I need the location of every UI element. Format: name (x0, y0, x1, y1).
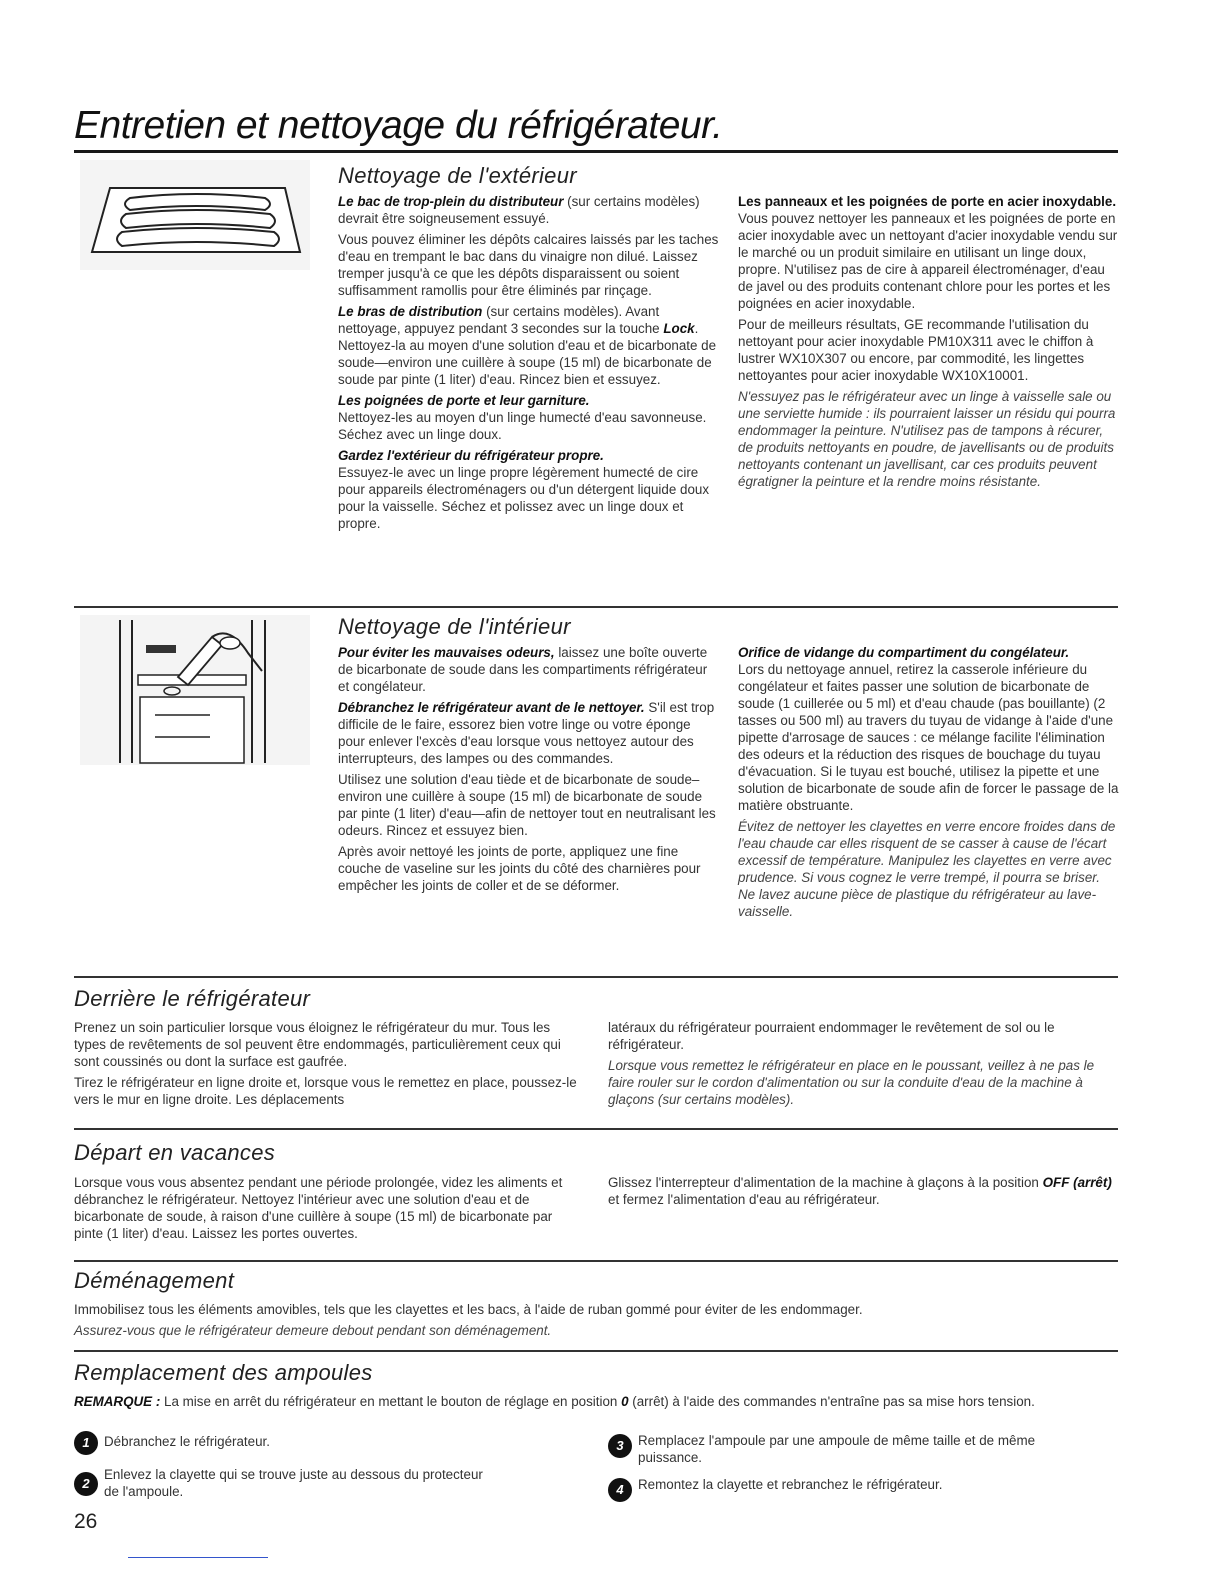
section-rule (74, 606, 1118, 608)
demenagement-column (74, 1301, 1118, 1343)
derriere-right-column (608, 1019, 1118, 1112)
paragraph-derriere-2: Tirez le réfrigérateur en ligne droite et, lorsque vous le remettez en place, poussez-le vers le mur en ligne droite. Les déplacements (74, 1075, 577, 1107)
section-rule (74, 1128, 1118, 1130)
paragraph-joints: Après avoir nettoyé les joints de porte, appliquez une fine couche de vaseline sur les joints du côté des charnières pour empêcher les joints de coller et de se déformer. (338, 844, 701, 893)
interieur-left-column (338, 644, 720, 898)
overflow-tray-illustration (80, 160, 310, 270)
step-text: Enlevez la clayette qui se trouve juste au dessous du protecteur de l'ampoule. (104, 1467, 483, 1499)
paragraph-demenagement: Immobilisez tous les éléments amovibles, tels que les clayettes et les bacs, à l'aide de ruban gommé pour éviter de les endommager. (74, 1302, 863, 1317)
section-rule (74, 1350, 1118, 1352)
page-title: Entretien et nettoyage du réfrigérateur. (74, 104, 723, 147)
section-rule (74, 1260, 1118, 1262)
paragraph-vacances-2: Glissez l'interrepteur d'alimentation de la machine à glaçons à la position OFF (arrêt) et fermez l'alimentation d'eau au réfrigérateur. (608, 1175, 1112, 1207)
warning-demenagement: Assurez-vous que le réfrigérateur demeure debout pendant son déménagement. (74, 1323, 552, 1338)
paragraph-orifice: Orifice de vidange du compartiment du congélateur. Lors du nettoyage annuel, retirez la casserole inférieure du congélateur et faites passer une solution de bicarbonate de soude (1 cuillerée ou 5 ml) et d'eau chaude (pas bouillante) (2 tasses ou 500 ml) au travers du tuyau de vidange à l'aide d'une pipette d'arrosage de sauces : ce mélange facilite l'élimination des odeurs et la réduction des risques de bouchage du tuyau d'évacuation. Si le tuyau est bouché, utilisez la pipette et une solution de bicarbonate de soude afin de forcer le passage de la matière obstruante. (738, 645, 1119, 813)
step-number-icon: 3 (608, 1434, 632, 1458)
step-4 (608, 1476, 1108, 1502)
step-text: Remontez la clayette et rebranchez le réfrigérateur. (638, 1477, 943, 1492)
footer-line (128, 1557, 268, 1558)
paragraph-derriere-1: Prenez un soin particulier lorsque vous éloignez le réfrigérateur du mur. Tous les types de revêtements de sol peuvent être endommagés, particulièrement ceux qui sont coussinés ou dont la surface est gaufrée. (74, 1020, 561, 1069)
section-heading-ampoules: Remplacement des ampoules (74, 1360, 373, 1385)
paragraph-ge: Pour de meilleurs résultats, GE recommande l'utilisation du nettoyant pour acier inoxydable PM10X311 avec le chiffon à lustrer WX10X307 ou encore, par commodité, les lingettes nettoyantes pour acier inoxydable WX10X10001. (738, 317, 1094, 383)
section-heading-derriere: Derrière le réfrigérateur (74, 986, 311, 1011)
paragraph-bras: Le bras de distribution (sur certains modèles). Avant nettoyage, appuyez pendant 3 secondes sur la touche Lock. Nettoyez-la au moyen d'une solution d'eau et de bicarbonate de soude—environ une cuillère à soupe (15 ml) de bicarbonate de soude par pinte (1 liter) d'eau. Rincez bien et essuyez. (338, 304, 717, 387)
paragraph-vacances-1: Lorsque vous vous absentez pendant une période prolongée, videz les aliments et débranchez le réfrigérateur. Nettoyez l'intérieur avec une solution d'eau et de bicarbonate de soude, à raison d'une cuillère à soupe (15 ml) de bicarbonate par pinte (1 liter) d'eau. Laissez les portes ouvertes. (74, 1175, 563, 1241)
step-text: Débranchez le réfrigérateur. (104, 1434, 270, 1449)
section-heading-vacances: Départ en vacances (74, 1140, 276, 1165)
step-2 (74, 1466, 494, 1506)
paragraph-solution: Utilisez une solution d'eau tiède et de bicarbonate de soude–environ une cuillère à soupe (15 ml) de bicarbonate de soude par pinte (1 liter) d'eau—afin de nettoyer tout en neutralisant les odeurs. Rincez et essuyez bien. (338, 772, 716, 838)
ampoules-note (74, 1393, 1118, 1414)
paragraph-remarque: REMARQUE : La mise en arrêt du réfrigérateur en mettant le bouton de réglage en position 0 (arrêt) à l'aide des commandes n'entraîne pas sa mise hors tension. (74, 1394, 1035, 1409)
paragraph-debranchez: Débranchez le réfrigérateur avant de le nettoyer. S'il est trop difficile de le faire, essorez bien votre linge ou votre éponge pour enlever l'excès d'eau lorsque vous nettoyez autour des interrupteurs, des lampes ou des commandes. (338, 700, 715, 766)
step-3 (608, 1432, 1048, 1472)
title-rule (74, 150, 1118, 153)
warning-derriere: Lorsque vous remettez le réfrigérateur en place en le poussant, veillez à ne pas le faire rouler sur le cordon d'alimentation ou sur la conduite d'eau de la machine à glaçons (sur certains modèles). (608, 1058, 1095, 1107)
step-number-icon: 4 (608, 1478, 632, 1502)
paragraph-panneaux: Les panneaux et les poignées de porte en acier inoxydable. Vous pouvez nettoyer les panneaux et les poignées de porte en acier inoxydable avec un nettoyant d'acier inoxydable vendu sur le marché ou un produit similaire en utilisant un linge doux, propre. N'utilisez pas de cire à appareil électroménager, d'eau de javel ou des produits contenant chlore pour les portes et les poignées en acier inoxydable. (738, 194, 1118, 311)
paragraph-gardez: Gardez l'extérieur du réfrigérateur propre. Essuyez-le avec un linge propre légèrement humecté de cire pour appareils électroménagers ou d'un détergent liquide doux pour la vaisselle. Séchez et polissez avec un linge doux et propre. (338, 448, 710, 531)
section-rule (74, 976, 1118, 978)
derriere-left-column (74, 1019, 584, 1112)
section-heading-interieur: Nettoyage de l'intérieur (338, 614, 571, 639)
vacances-right-column (608, 1174, 1118, 1212)
step-number-icon: 1 (74, 1431, 98, 1455)
paragraph-bac-2: Vous pouvez éliminer les dépôts calcaires laissés par les taches d'eau en trempant le bac dans du vinaigre non dilué. Laissez tremper jusqu'à ce que les dépôts disparaissent ou soient suffisamment ramollis pour être éliminés par rinçage. (338, 232, 719, 298)
warning-interieur: Évitez de nettoyer les clayettes en verre encore froides dans de l'eau chaude car elles risquent de se casser à cause de l'écart excessif de température. Manipulez les clayettes en verre avec prudence. Si vous cognez le verre trempé, il pourra se briser. Ne lavez aucune pièce de plastique du réfrigérateur au lave-vaisselle. (738, 819, 1116, 919)
page-number: 26 (74, 1510, 98, 1533)
section-heading-demenagement: Déménagement (74, 1268, 235, 1293)
exterieur-left-column (338, 193, 720, 536)
refrigerator-interior-illustration (80, 615, 310, 765)
step-1 (74, 1431, 574, 1457)
interieur-right-column (738, 644, 1120, 924)
vacances-left-column (74, 1174, 584, 1246)
paragraph-bac: Le bac de trop-plein du distributeur (sur certains modèles) devrait être soigneusement essuyé. (338, 194, 700, 226)
step-number-icon: 2 (74, 1472, 98, 1496)
paragraph-derriere-3: latéraux du réfrigérateur pourraient endommager le revêtement de sol ou le réfrigérateur. (608, 1020, 1055, 1052)
exterieur-right-column (738, 193, 1120, 494)
section-heading-exterieur: Nettoyage de l'extérieur (338, 163, 577, 188)
step-text: Remplacez l'ampoule par une ampoule de même taille et de même puissance. (638, 1433, 1036, 1465)
paragraph-poignees: Les poignées de porte et leur garniture. Nettoyez-les au moyen d'un linge humecté d'eau savonneuse. Séchez avec un linge doux. (338, 393, 707, 442)
warning-exterieur: N'essuyez pas le réfrigérateur avec un linge à vaisselle sale ou une serviette humide : ils pourraient laisser un résidu qui pourra endommager la peinture. N'utilisez pas de tampons à récurer, de produits nettoyants en poudre, de javellisants ou de produits nettoyants contenant un javellisant, car ces produits peuvent égratigner la peinture et la rendre moins résistante. (738, 389, 1116, 489)
paragraph-odeurs: Pour éviter les mauvaises odeurs, laissez une boîte ouverte de bicarbonate de soude dans les compartiments réfrigérateur et congélateur. (338, 645, 708, 694)
